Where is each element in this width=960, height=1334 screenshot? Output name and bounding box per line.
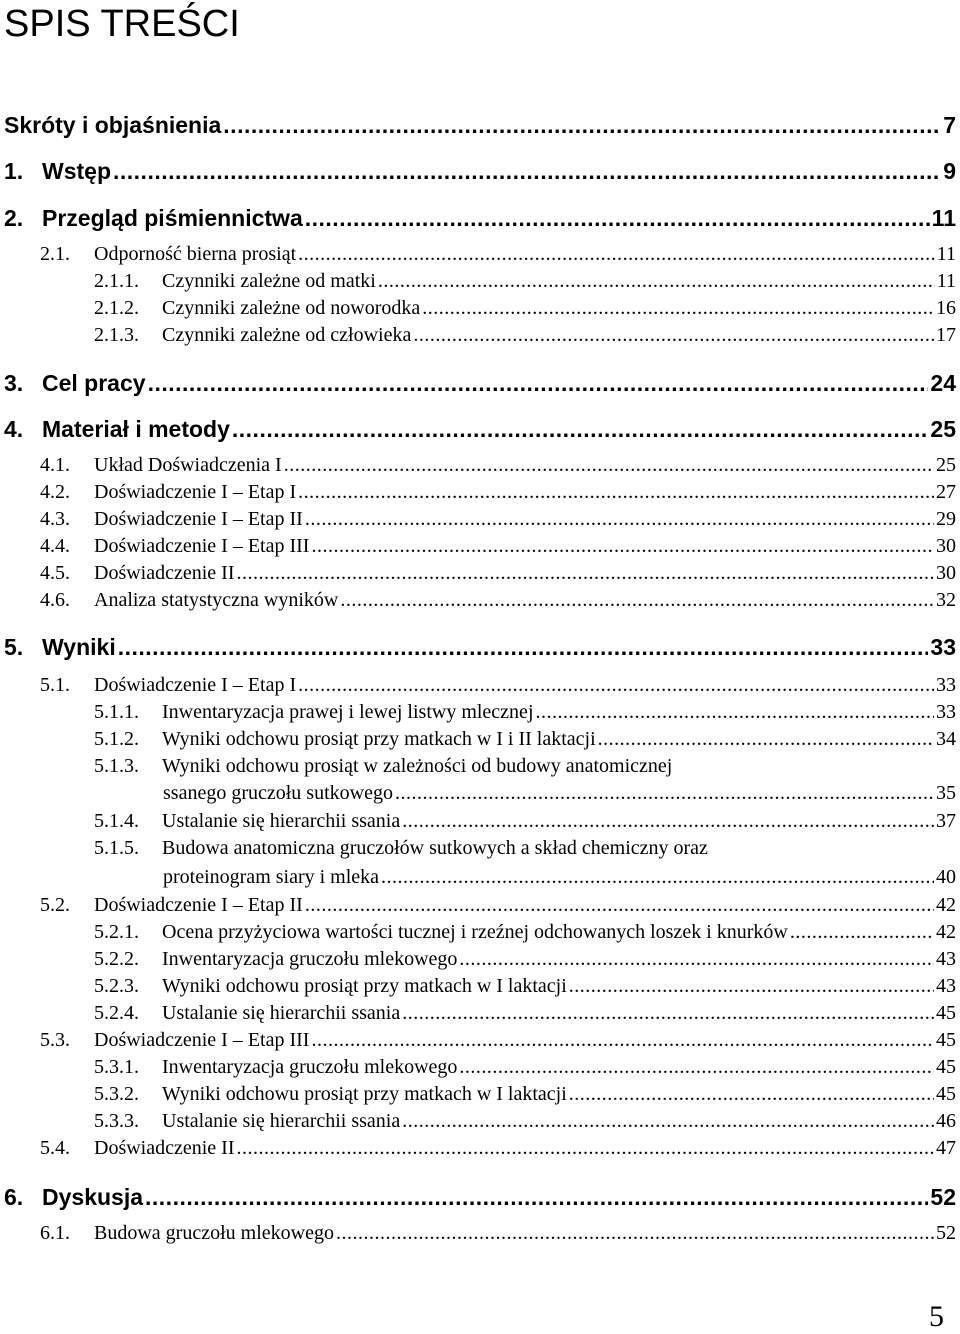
toc-entry-page: 47 [936, 1137, 956, 1159]
toc-entry[interactable] [4, 633, 956, 661]
toc-entry-title: Doświadczenie I – Etap II [94, 508, 303, 530]
toc-entry-number: 5.2.1. [94, 921, 139, 943]
toc-entry-title: Doświadczenie I – Etap II [94, 894, 303, 916]
toc-leader-dots [381, 864, 934, 890]
toc-entry[interactable] [40, 1135, 956, 1161]
toc-leader-dots [284, 452, 934, 478]
toc-entry-page: 40 [936, 866, 956, 888]
toc-entry-title: Inwentaryzacja gruczołu mlekowego [162, 948, 458, 970]
toc-entry-title: Skróty i objaśnienia [4, 112, 222, 138]
toc-entry-title: Ustalanie się hierarchii ssania [162, 1002, 401, 1024]
toc-entry-page: 37 [936, 810, 956, 832]
toc-entry-page: 33 [936, 701, 956, 723]
toc-entry[interactable] [94, 322, 956, 348]
toc-entry-number: 4.4. [40, 535, 70, 557]
toc-entry[interactable] [94, 946, 956, 972]
toc-entry-number: 5.4. [40, 1137, 70, 1159]
toc-entry-page: 43 [936, 975, 956, 997]
toc-entry[interactable] [94, 808, 956, 834]
toc-entry-number: 5.3.3. [94, 1110, 139, 1132]
toc-entry-title: Odporność bierna prosiąt [94, 243, 297, 265]
toc-leader-dots [113, 157, 941, 185]
toc-entry-title: Inwentaryzacja prawej i lewej listwy mlecznej [162, 701, 534, 723]
toc-entry-page: 7 [943, 112, 956, 138]
toc-entry-number: 3. [4, 370, 24, 396]
toc-entry-title: Wstęp [42, 158, 111, 184]
toc-leader-dots [413, 322, 934, 348]
toc-leader-dots [145, 1183, 928, 1211]
toc-entry-number: 5.1.4. [94, 810, 139, 832]
toc-entry-page: 24 [930, 370, 956, 396]
toc-entry-title: Wyniki [42, 634, 116, 660]
toc-entry-title: Wyniki odchowu prosiąt przy matkach w I laktacji [162, 1083, 567, 1105]
toc-entry-page: 45 [936, 1056, 956, 1078]
toc-entry-title-continued: ssanego gruczołu sutkowego [163, 782, 393, 804]
page-number: 5 [929, 1300, 944, 1333]
toc-leader-dots [569, 973, 934, 999]
toc-entry[interactable] [94, 1000, 956, 1026]
toc-entry-number: 5.2.2. [94, 948, 139, 970]
toc-entry-page: 52 [936, 1222, 956, 1244]
toc-leader-dots [378, 268, 935, 294]
toc-entry-number: 4.2. [40, 481, 70, 503]
toc-entry-title: Doświadczenie II [94, 562, 235, 584]
toc-entry-title: Czynniki zależne od człowieka [162, 324, 412, 346]
toc-leader-dots [237, 560, 935, 586]
toc-leader-dots [790, 919, 934, 945]
toc-entry[interactable] [4, 415, 956, 443]
toc-entry-page: 33 [936, 674, 956, 696]
toc-entry[interactable] [40, 506, 956, 532]
toc-leader-dots [305, 892, 934, 918]
toc-entry-page: 45 [936, 1083, 956, 1105]
toc-leader-dots [305, 506, 934, 532]
toc-entry-page: 16 [936, 297, 956, 319]
toc-entry-title: Doświadczenie I – Etap III [94, 535, 310, 557]
toc-entry-page: 45 [936, 1002, 956, 1024]
toc-entry[interactable] [94, 1081, 956, 1107]
toc-entry-title: Czynniki zależne od matki [162, 270, 376, 292]
toc-entry-title: Doświadczenie I – Etap I [94, 481, 297, 503]
toc-entry-page: 33 [930, 634, 956, 660]
toc-entry-number: 2.1.1. [94, 270, 139, 292]
toc-entry[interactable] [40, 1027, 956, 1053]
toc-entry[interactable] [40, 241, 956, 267]
toc-leader-dots [298, 479, 934, 505]
toc-entry-title: Analiza statystyczna wyników [94, 589, 339, 611]
toc-entry-title: Ustalanie się hierarchii ssania [162, 810, 401, 832]
toc-entry[interactable] [4, 369, 956, 397]
toc-entry-number: 4.1. [40, 454, 70, 476]
toc-leader-dots [237, 1135, 935, 1161]
toc-leader-dots [298, 241, 935, 267]
toc-entry-number: 5.1.2. [94, 728, 139, 750]
toc-entry-number: 1. [4, 158, 24, 184]
toc-entry[interactable] [40, 479, 956, 505]
toc-entry-page: 11 [931, 205, 956, 231]
toc-entry-title: Doświadczenie II [94, 1137, 235, 1159]
toc-entry[interactable] [94, 1054, 956, 1080]
toc-entry-continuation[interactable] [163, 864, 956, 890]
toc-entry-number: 5.2. [40, 894, 70, 916]
toc-entry-title: Doświadczenie I – Etap III [94, 1029, 310, 1051]
toc-leader-dots [536, 699, 935, 725]
toc-entry-page: 30 [936, 562, 956, 584]
toc-leader-dots [402, 1000, 934, 1026]
toc-leader-dots [459, 946, 934, 972]
toc-leader-dots [422, 295, 934, 321]
page-title: SPIS TREŚCI [4, 3, 240, 45]
toc-entry[interactable] [40, 560, 956, 586]
toc-leader-dots [598, 726, 934, 752]
toc-entry-number: 5.2.3. [94, 975, 139, 997]
toc-entry-number: 4.5. [40, 562, 70, 584]
toc-entry[interactable] [94, 1108, 956, 1134]
toc-entry[interactable] [94, 699, 956, 725]
toc-entry-title: Ustalanie się hierarchii ssania [162, 1110, 401, 1132]
toc-leader-dots [311, 533, 934, 559]
toc-leader-dots [340, 587, 934, 613]
toc-entry[interactable] [94, 268, 956, 294]
toc-entry[interactable] [94, 726, 956, 752]
toc-entry[interactable] [94, 919, 956, 945]
toc-entry-page: 25 [930, 416, 956, 442]
toc-entry-number: 2.1.3. [94, 324, 139, 346]
toc-entry-page: 32 [936, 589, 956, 611]
toc-entry-title: Cel pracy [42, 370, 146, 396]
toc-entry[interactable] [40, 892, 956, 918]
toc-entry-number: 5.3. [40, 1029, 70, 1051]
toc-entry-title: Budowa gruczołu mlekowego [94, 1222, 334, 1244]
toc-entry[interactable] [4, 1183, 956, 1211]
toc-leader-dots [336, 1220, 934, 1246]
toc-entry-page: 25 [936, 454, 956, 476]
toc-leader-dots [298, 672, 934, 698]
toc-entry-page: 42 [936, 921, 956, 943]
toc-entry-title: Ocena przyżyciowa wartości tucznej i rzeźnej odchowanych loszek i knurków [162, 921, 788, 943]
toc-entry-page: 27 [936, 481, 956, 503]
toc-entry-number: 5.1.3. [94, 755, 139, 777]
toc-entry-title: Dyskusja [42, 1184, 144, 1210]
toc-leader-dots [148, 369, 929, 397]
toc-entry-number: 4. [4, 416, 24, 442]
toc-entry[interactable] [94, 835, 956, 861]
toc-entry-number: 5.2.4. [94, 1002, 139, 1024]
toc-entry-title: Wyniki odchowu prosiąt w zależności od budowy anatomicznej [162, 755, 673, 777]
toc-entry-page: 35 [936, 782, 956, 804]
toc-entry-title-continued: proteinogram siary i mleka [163, 866, 380, 888]
toc-entry-number: 5.3.1. [94, 1056, 139, 1078]
toc-entry[interactable] [94, 295, 956, 321]
toc-entry-page: 42 [936, 894, 956, 916]
toc-leader-dots [305, 204, 930, 232]
toc-entry-number: 5. [4, 634, 24, 660]
toc-entry-continuation[interactable] [163, 780, 956, 806]
toc-entry-page: 30 [936, 535, 956, 557]
toc-entry-number: 5.1. [40, 674, 70, 696]
toc-leader-dots [402, 1108, 934, 1134]
toc-entry-number: 5.1.1. [94, 701, 139, 723]
toc-leader-dots [223, 111, 941, 139]
toc-entry[interactable] [40, 1220, 956, 1246]
toc-entry-number: 2.1.2. [94, 297, 139, 319]
toc-entry-number: 2.1. [40, 243, 70, 265]
toc-entry-page: 46 [936, 1110, 956, 1132]
toc-entry[interactable] [40, 672, 956, 698]
toc-entry-page: 52 [930, 1184, 956, 1210]
toc-leader-dots [569, 1081, 934, 1107]
toc-entry[interactable] [4, 157, 956, 185]
toc-entry-number: 5.1.5. [94, 837, 139, 859]
toc-entry-title: Inwentaryzacja gruczołu mlekowego [162, 1056, 458, 1078]
toc-entry-title: Czynniki zależne od noworodka [162, 297, 421, 319]
toc-entry[interactable] [4, 204, 956, 232]
toc-entry-page: 11 [936, 270, 956, 292]
toc-entry-title: Budowa anatomiczna gruczołów sutkowych a skład chemiczny oraz [162, 837, 708, 859]
toc-entry-page: 11 [936, 243, 956, 265]
toc-entry-title: Materiał i metody [42, 416, 230, 442]
toc-entry-number: 6. [4, 1184, 24, 1210]
toc-entry[interactable] [40, 587, 956, 613]
toc-entry[interactable] [94, 753, 956, 779]
toc-entry-number: 6.1. [40, 1222, 70, 1244]
toc-entry-title: Układ Doświadczenia I [94, 454, 282, 476]
toc-entry-number: 4.6. [40, 589, 70, 611]
toc-entry[interactable] [94, 973, 956, 999]
toc-leader-dots [311, 1027, 934, 1053]
toc-entry-page: 9 [943, 158, 956, 184]
toc-entry-title: Wyniki odchowu prosiąt przy matkach w I i II laktacji [162, 728, 596, 750]
toc-entry-page: 29 [936, 508, 956, 530]
toc-leader-dots [402, 808, 934, 834]
toc-leader-dots [118, 633, 929, 661]
toc-entry-number: 4.3. [40, 508, 70, 530]
toc-entry[interactable] [40, 452, 956, 478]
toc-entry-number: 2. [4, 205, 24, 231]
toc-entry-title: Przegląd piśmiennictwa [42, 205, 303, 231]
toc-leader-dots [232, 415, 929, 443]
toc-entry-page: 17 [936, 324, 956, 346]
toc-entry[interactable] [4, 111, 956, 139]
toc-entry-page: 45 [936, 1029, 956, 1051]
toc-entry-page: 34 [936, 728, 956, 750]
toc-entry-title: Wyniki odchowu prosiąt przy matkach w I laktacji [162, 975, 567, 997]
toc-entry[interactable] [40, 533, 956, 559]
toc-leader-dots [395, 780, 934, 806]
toc-leader-dots [459, 1054, 934, 1080]
toc-entry-page: 43 [936, 948, 956, 970]
toc-entry-title: Doświadczenie I – Etap I [94, 674, 297, 696]
toc-entry-number: 5.3.2. [94, 1083, 139, 1105]
